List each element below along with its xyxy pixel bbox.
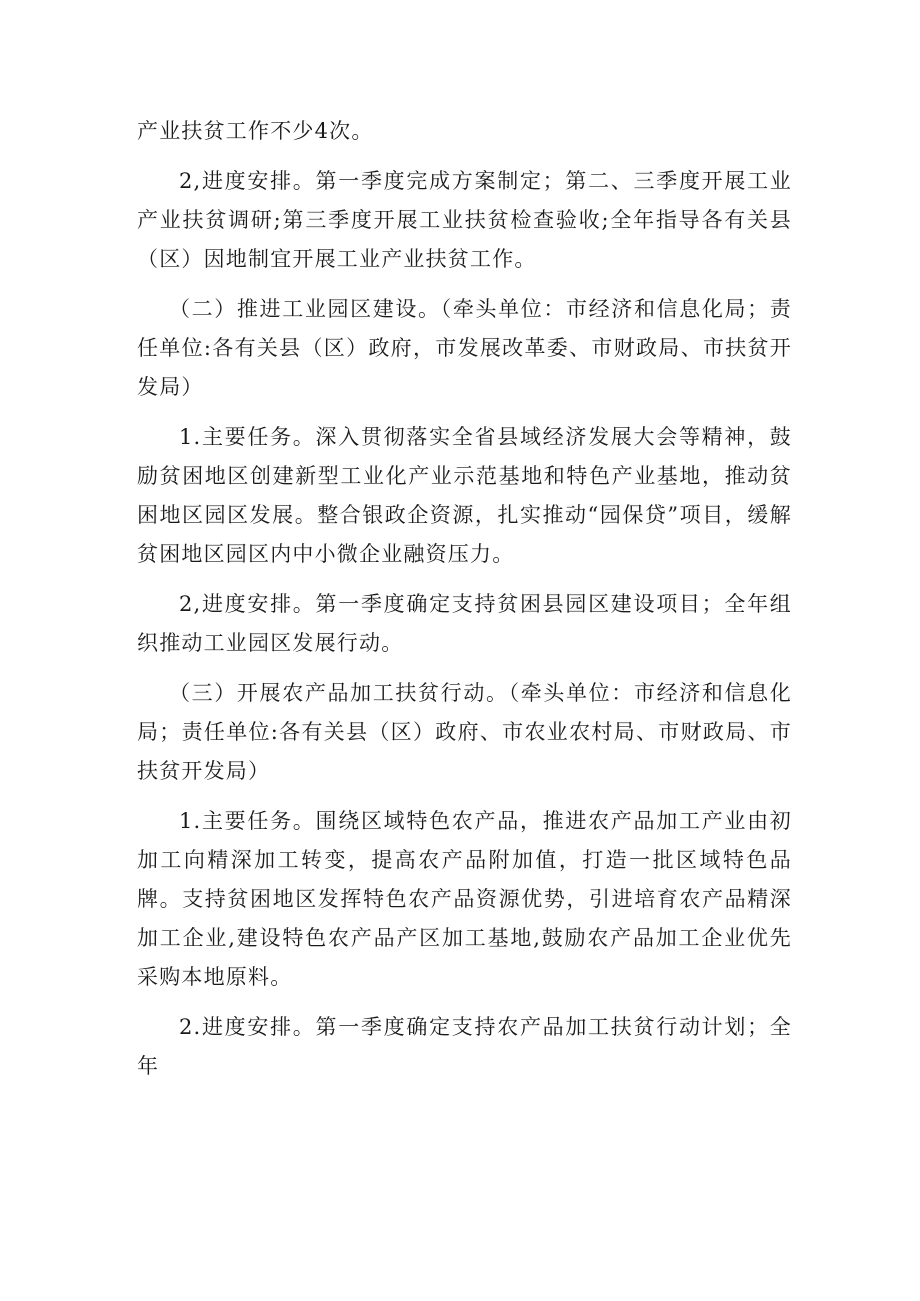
paragraph-task-3: 1.主要任务。围绕区域特色农产品，推进农产品加工产业由初加工向精深加工转变，提高农产品附加值，打造一批区域特色品牌。支持贫困地区发挥特色农产品资源优势，引进培育农产品精深加工企业,建设特色农产品产区加工基地,鼓励农产品加工企业优先采购本地原料。 <box>137 809 792 989</box>
section-heading-2: （二）推进工业园区建设。（牵头单位：市经济和信息化局；责任单位:各有关县（区）政府，市发展改革委、市财政局、市扶贫开发局） <box>137 297 792 399</box>
paragraph-task-2: 1.主要任务。深入贯彻落实全省县域经济发展大会等精神，鼓励贫困地区创建新型工业化产业示范基地和特色产业基地，推动贫困地区园区发展。整合银政企资源，扎实推动“园保贷”项目，缓解贫困地区园区内中小微企业融资压力。 <box>137 425 792 566</box>
document-body <box>137 112 792 1097</box>
paragraph-schedule-2: 2,进度安排。第一季度确定支持贫困县园区建设项目；全年组织推动工业园区发展行动。 <box>137 592 792 655</box>
paragraph-schedule-3: 2.进度安排。第一季度确定支持农产品加工扶贫行动计划；全年 <box>137 1015 792 1078</box>
section-heading-3: （三）开展农产品加工扶贫行动。（牵头单位：市经济和信息化局；责任单位:各有关县（区）政府、市农业农村局、市财政局、市扶贫开发局） <box>137 681 792 783</box>
paragraph-schedule-1: 2,进度安排。第一季度完成方案制定；第二、三季度开展工业产业扶贫调研;第三季度开展工业扶贫检查验收;全年指导各有关县（区）因地制宜开展工业产业扶贫工作。 <box>137 169 792 271</box>
paragraph-continuation: 产业扶贫工作不少4次。 <box>137 119 374 143</box>
